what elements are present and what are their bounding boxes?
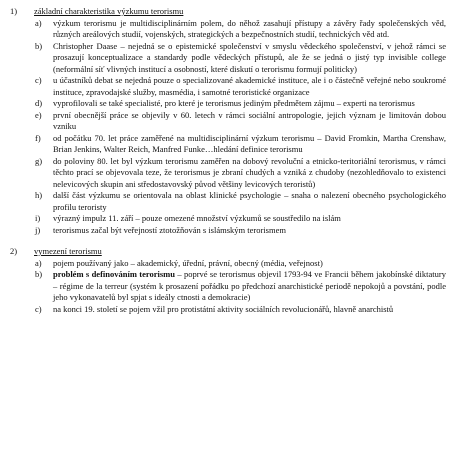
section-title: základní charakteristika výzkumu terorismu: [34, 6, 184, 16]
section-1-list: [10, 18, 450, 237]
list-item: [35, 133, 450, 156]
item-text: do poloviny 80. let byl výzkum terorismu zaměřen na dobový revoluční a etnicko-teritoriální terorismus, v rámci těchto prací se objevovala teze, že terorismus je zbraní chudých a vzniká z chudoby (nezohledňovalo to existenci nelevicových skupin ani středostavovský původ většiny levicových teroristů): [53, 155, 446, 189]
item-text: pojem používaný jako – akademický, úřední, právní, obecný (média, veřejnost): [53, 257, 323, 268]
item-letter: f): [35, 132, 41, 143]
section-title: vymezení terorismu: [34, 246, 102, 256]
section-2-heading: [10, 246, 450, 258]
item-text: terorismus začal být veřejností ztotožňován s islámským terorismem: [53, 224, 286, 235]
item-letter: g): [35, 155, 43, 166]
item-letter: b): [35, 269, 43, 279]
item-letter: a): [35, 17, 42, 28]
list-item: [35, 190, 450, 213]
item-letter: b): [35, 40, 43, 51]
list-item: [35, 269, 450, 304]
item-letter: j): [35, 224, 41, 235]
item-letter: d): [35, 98, 43, 108]
section-2-list: [10, 258, 450, 316]
list-item: [35, 98, 450, 110]
item-letter: c): [35, 303, 42, 314]
list-item: [35, 258, 450, 270]
list-item: [35, 156, 450, 191]
list-item: [35, 213, 450, 225]
list-item: [35, 18, 450, 41]
list-item: [35, 41, 450, 76]
section-1-heading: [10, 6, 450, 18]
item-text: výzkum terorismu je multidisciplinárním polem, do něhož zasahují přístupy a závěry řady společenských věd, různých areálových studií, vojenských, strategických a bezpečnostních studií, technických věd atd.: [53, 17, 446, 39]
item-letter: e): [35, 109, 42, 120]
item-text: vyprofilovali se také specialisté, pro které je terorismus jediným předmětem zájmu – experti na terorismus: [53, 98, 415, 108]
section-2: [10, 246, 450, 315]
list-item: [35, 110, 450, 133]
item-text: výrazný impulz 11. září – pouze omezené množství výzkumů se soustředilo na islám: [53, 213, 341, 223]
item-text-container: [53, 269, 450, 304]
item-text: na konci 19. století se pojem vžil pro protistátní aktivity sociálních revolucionářů, hlavně anarchistů: [53, 303, 394, 314]
item-letter: i): [35, 213, 41, 223]
list-item: [35, 75, 450, 98]
item-text: od počátku 70. let práce zaměřené na multidisciplinární výzkum terorismu – David Fromkin, Martha Crenshaw, Brian Jenkins, Walter Reich, Manfred Funke…hledání definice terorismu: [53, 132, 446, 154]
item-text: další část výzkumu se orientovala na oblast klinické psychologie – snaha o nalezení obecného psychologického profilu teroristy: [53, 190, 446, 212]
section-number: 1): [10, 6, 18, 16]
list-item: [35, 304, 450, 316]
item-text: první obecnější práce se objevily v 60. letech v rámci sociální antropologie, jejich význam je limitován dobou vzniku: [53, 109, 446, 131]
section-number: 2): [10, 246, 18, 256]
bold-term: problém s definováním terorismu: [53, 269, 175, 279]
item-text: u účastníků debat se nejedná pouze o specializované akademické instituce, ale i o částečně veřejné nebo soukromé instituce, zpravodajské služby, masmédia, i samotné teroristické organizace: [53, 75, 446, 97]
list-item: [35, 225, 450, 237]
item-letter: a): [35, 257, 42, 268]
item-letter: h): [35, 190, 43, 200]
item-letter: c): [35, 75, 42, 85]
section-1: [10, 6, 450, 236]
item-text: Christopher Daase – nejedná se o epistemické společenství v smyslu vědeckého společenství, v jehož rámci se prosazují konceptualizace a standardy podle vědeckých přístupů, ale že se jedná o jistý typ invisible college (neformální síť vlivných institucí a osobností, které diskutí o terorismu formují politicky): [53, 40, 446, 74]
item-text: – poprvé se terorismus objevil 1793-94 ve Francii během jakobínské diktatury – régime de la terreur (systém k prosazení pořádku po předchozí anarchistické periodě nepokojů a povstání, podle jeho vykonavatelů byl spjat s ideály ctnosti a demokracie): [53, 269, 446, 302]
